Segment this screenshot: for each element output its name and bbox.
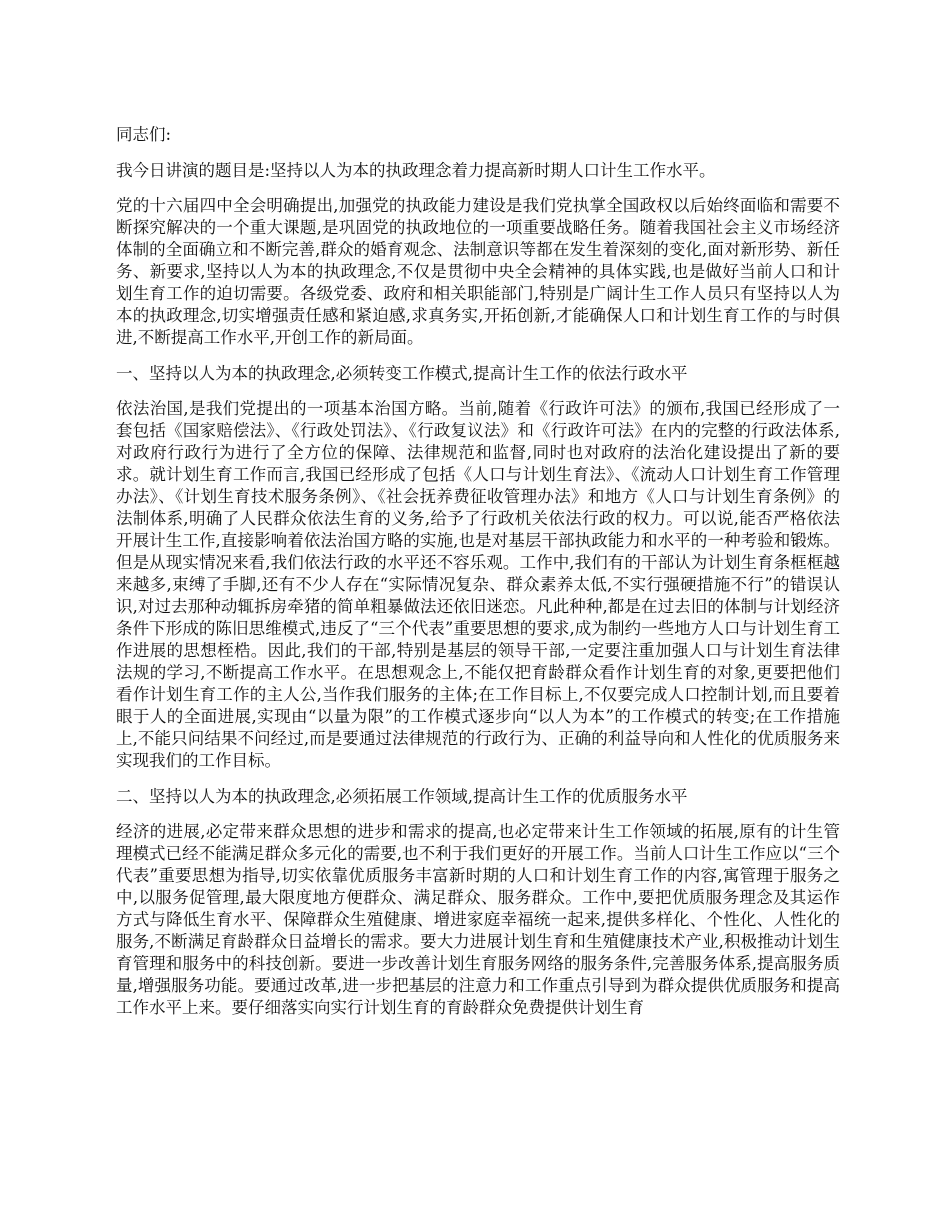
paragraph-opening: 党的十六届四中全会明确提出,加强党的执政能力建设是我们党执掌全国政权以后始终面临和需要不断探究解决的一个重大课题,是巩固党的执政地位的一项重要战略任务。随着我国社会主义市场经济体制的全面确立和不断完善,群众的婚育观念、法制意识等都在发生着深刻的变化,面对新形势、新任务、新要求,坚持以人为本的执政理念,不仅是贯彻中央全会精神的具体实践,也是做好当前人口和计划生育工作的迫切需要。各级党委、政府和相关职能部门,特别是广阔计生工作人员只有坚持以人为本的执政理念,切实增强责任感和紧迫感,求真务实,开拓创新,才能确保人口和计划生育工作的与时俱进,不断提高工作水平,开创工作的新局面。 — [116, 196, 840, 347]
paragraph-rule-of-law: 依法治国,是我们党提出的一项基本治国方略。当前,随着《行政许可法》的颁布,我国已经形成了一套包括《国家赔偿法》、《行政处罚法》、《行政复议法》和《行政许可法》在内的完整的行政法体系,对政府行政行为进行了全方位的保障、法律规范和监督,同时也对政府的法治化建设提出了新的要求。就计划生育工作而言,我国已经形成了包括《人口与计划生育法》、《流动人口计划生育工作管理办法》、《计划生育技术服务条例》、《社会抚养费征收管理办法》和地方《人口与计划生育条例》的法制体系,明确了人民群众依法生育的义务,给予了行政机关依法行政的权力。可以说,能否严格依法开展计生工作,直接影响着依法治国方略的实施,也是对基层干部执政能力和水平的一种考验和锻炼。但是从现实情况来看,我们依法行政的水平还不容乐观。工作中,我们有的干部认为计划生育条框框越来越多,束缚了手脚,还有不少人存在“实际情况复杂、群众素养太低,不实行强硬措施不行”的错误认识,对过去那种动辄拆房牵猪的简单粗暴做法还依旧迷恋。凡此种种,都是在过去旧的体制与计划经济条件下形成的陈旧思维模式,违反了“三个代表”重要思想的要求,成为制约一些地方人口与计划生育工作进展的思想桎梏。因此,我们的干部,特别是基层的领导干部,一定要注重加强人口与计划生育法律法规的学习,不断提高工作水平。在思想观念上,不能仅把育龄群众看作计划生育的对象,更要把他们看作计划生育工作的主人公,当作我们服务的主体;在工作目标上,不仅要完成人口控制计划,而且要着眼于人的全面进展,实现由“以量为限”的工作模式逐步向“以人为本”的工作模式的转变;在工作措施上,不能只问结果不问经过,而是要通过法律规范的行政行为、正确的利益导向和人性化的优质服务来实现我们的工作目标。 — [116, 399, 840, 770]
section-heading-2: 二、坚持以人为本的执政理念,必须拓展工作领域,提高计生工作的优质服务水平 — [116, 786, 688, 806]
section-heading-1: 一、坚持以人为本的执政理念,必须转变工作模式,提高计生工作的依法行政水平 — [116, 363, 688, 383]
paragraph-quality-service: 经济的进展,必定带来群众思想的进步和需求的提高,也必定带来计生工作领域的拓展,原有的计生管理模式已经不能满足群众多元化的需要,也不利于我们更好的开展工作。当前人口计生工作应以“三个代表”重要思想为指导,切实依靠优质服务丰富新时期的人口和计划生育工作的内容,寓管理于服务之中,以服务促管理,最大限度地方便群众、满足群众、服务群众。工作中,要把优质服务理念及其运作方式与降低生育水平、保障群众生殖健康、增进家庭幸福统一起来,提供多样化、个性化、人性化的服务,不断满足育龄群众日益增长的需求。要大力进展计划生育和生殖健康技术产业,积极推动计划生育管理和服务中的科技创新。要进一步改善计划生育服务网络的服务条件,完善服务体系,提高服务质量,增强服务功能。要通过改革,进一步把基层的注意力和工作重点引导到为群众提供优质服务和提高工作水平上来。要仔细落实向实行计划生育的育龄群众免费提供计划生育 — [116, 822, 840, 1017]
salutation: 同志们: — [116, 125, 172, 144]
document-body — [116, 124, 840, 1033]
speech-intro: 我今日讲演的题目是:坚持以人为本的执政理念着力提高新时期人口计生工作水平。 — [116, 160, 716, 180]
